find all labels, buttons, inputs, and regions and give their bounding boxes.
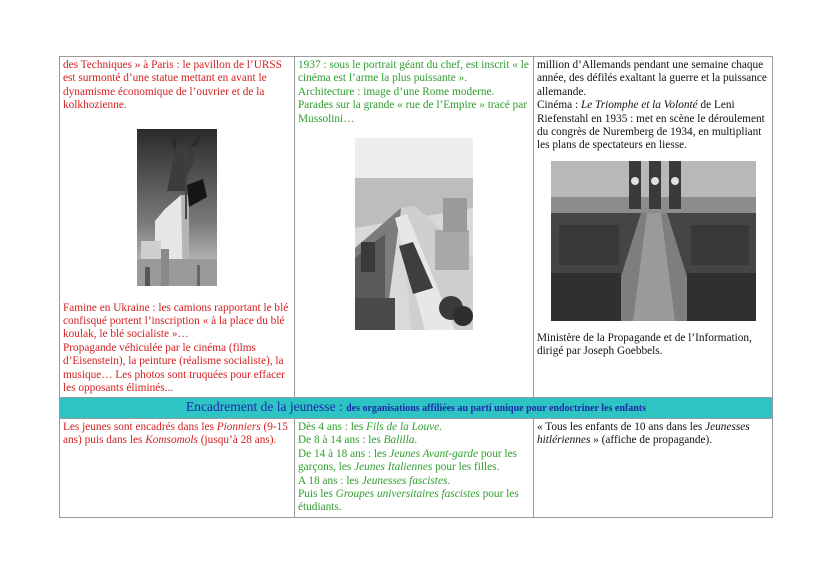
cell-ussr	[60, 57, 295, 398]
table-row	[60, 398, 773, 418]
youth-banner	[60, 398, 773, 418]
pionniers-text: Les jeunes sont encadrés dans les Pionniers (9-15 ans) puis dans les Komsomols (jusqu’à 28 ans).	[63, 420, 288, 447]
parades-text: Parades sur la grande « rue de l’Empire » tracé par Mussolini…	[298, 99, 527, 125]
propaganda-text: Propagande véhiculée par le cinéma (films d’Eisenstein), la peinture (réalisme socialiste), la musique… Les photos sont truquées pour effacer les opposants éliminés...	[63, 341, 285, 395]
rally-text: million d’Allemands pendant une semaine chaque année, des défilés exaltant la guerre et la puissance allemande.	[537, 59, 767, 98]
hitler-youth-text: « Tous les enfants de 10 ans dans les Jeunesses hitlériennes » (affiche de propagande).	[537, 420, 750, 447]
table-row	[60, 418, 773, 517]
comparison-table	[59, 56, 773, 518]
hitler-youth-term: Jeunesses hitlériennes	[537, 420, 750, 447]
architecture-text: Architecture : image d’une Rome moderne.	[298, 85, 495, 98]
list-item: Dès 4 ans : les Fils de la Louve.	[298, 420, 443, 433]
film-title: Le Triomphe et la Volonté	[580, 99, 698, 112]
goebbels-text: Ministère de la Propagande et de l’Information, dirigé par Joseph Goebbels.	[537, 331, 752, 358]
banner-title: Encadrement de la jeunesse :	[186, 399, 347, 415]
komsomols-term: Komsomols	[145, 434, 198, 447]
triumph-text	[537, 99, 769, 153]
nuremberg-rally-photo	[551, 161, 756, 321]
cell-italy-youth	[295, 418, 534, 517]
cell-ussr-youth	[60, 418, 295, 517]
famine-text: Famine en Ukraine : les camions rapportant le blé confisqué portent l’inscription « à la place du blé koulak, le blé socialiste »…	[63, 301, 289, 341]
list-item: De 14 à 18 ans : les Jeunes Avant-garde pour les garçons, les Jeunes Italiennes pour les filles.	[298, 447, 517, 474]
banner-subtitle: des organisations affiliées au parti unique pour endoctriner les enfants	[346, 403, 646, 415]
list-item: A 18 ans : les Jeunesses fascistes.	[298, 474, 451, 487]
rome-parade-photo	[355, 138, 473, 330]
cinema-label: Cinéma :	[537, 99, 581, 112]
pionniers-term: Pionniers	[216, 420, 261, 433]
cinema-rest: de Leni Riefenstahl en 1935 : met en scène le déroulement du congrès de Nuremberg de 1934, en multipliant les plans de spectateurs en liesse.	[537, 99, 765, 152]
pavilion-urss-photo	[137, 129, 217, 286]
table-row	[60, 57, 773, 398]
list-item: Puis les Groupes universitaires fascistes pour les étudiants.	[298, 487, 519, 514]
cell-germany-youth	[534, 418, 773, 517]
pavilion-text: des Techniques » à Paris : le pavillon de l’URSS est surmonté d’une statue mettant en avant le dynamisme économique de l’ouvrier et de la kolkhozienne.	[63, 59, 282, 112]
cinema-text: 1937 : sous le portrait géant du chef, est inscrit « le cinéma est l’arme la plus puissante ».	[298, 59, 529, 85]
cell-germany	[534, 57, 773, 398]
list-item: De 8 à 14 ans : les Balilla.	[298, 434, 418, 447]
cell-italy	[295, 57, 534, 398]
